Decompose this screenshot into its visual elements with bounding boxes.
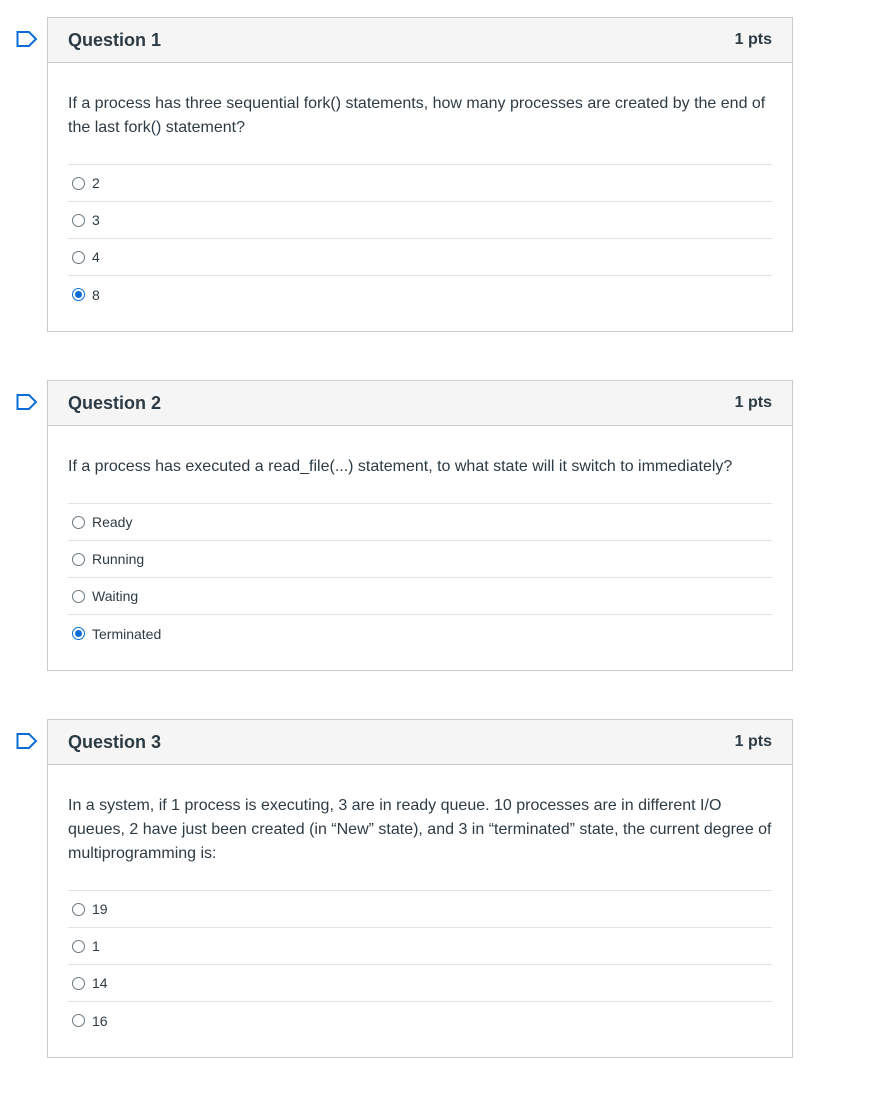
answer-label: 16 — [92, 1012, 108, 1029]
answer-option[interactable] — [68, 578, 772, 615]
answer-option[interactable] — [68, 239, 772, 276]
answer-label: 19 — [92, 901, 108, 917]
question-header — [48, 381, 792, 426]
radio-button[interactable] — [72, 903, 85, 916]
question-card — [47, 17, 793, 332]
radio-button[interactable] — [72, 1014, 85, 1027]
flag-icon[interactable] — [16, 30, 38, 48]
answer-option[interactable] — [68, 504, 772, 541]
question-text: If a process has three sequential fork() statements, how many processes are created by the end of the last fork() statement? — [68, 95, 766, 136]
answer-label: 8 — [92, 286, 100, 303]
answer-option[interactable] — [68, 615, 772, 652]
radio-button[interactable] — [72, 251, 85, 264]
answer-option[interactable] — [68, 276, 772, 313]
answer-label: 3 — [92, 212, 100, 228]
question-card — [47, 380, 793, 671]
radio-button-selected[interactable] — [72, 288, 85, 301]
answer-option[interactable] — [68, 891, 772, 928]
answer-option[interactable] — [68, 202, 772, 239]
answer-option[interactable] — [68, 541, 772, 578]
answer-label: Terminated — [92, 625, 162, 642]
answer-label: Waiting — [92, 588, 139, 604]
radio-button[interactable] — [72, 590, 85, 603]
answer-list — [68, 890, 772, 1039]
answer-list — [68, 164, 772, 313]
answer-label: 14 — [92, 975, 108, 991]
radio-button[interactable] — [72, 553, 85, 566]
question-title: Question 1 — [68, 29, 162, 50]
answer-option[interactable] — [68, 1002, 772, 1039]
question-points: 1 pts — [734, 733, 772, 750]
radio-button-selected[interactable] — [72, 627, 85, 640]
radio-button[interactable] — [72, 516, 85, 529]
flag-icon[interactable] — [16, 393, 38, 411]
question-points: 1 pts — [734, 394, 772, 411]
answer-label: Running — [92, 551, 145, 567]
question-points: 1 pts — [734, 31, 772, 48]
radio-button[interactable] — [72, 940, 85, 953]
answer-option[interactable] — [68, 165, 772, 202]
question-card — [47, 719, 793, 1058]
radio-button[interactable] — [72, 214, 85, 227]
answer-label: 2 — [92, 175, 100, 191]
radio-button[interactable] — [72, 177, 85, 190]
question-title: Question 3 — [68, 731, 162, 752]
answer-list — [68, 503, 772, 652]
question-title: Question 2 — [68, 392, 162, 413]
question-2 — [47, 380, 793, 671]
question-body — [48, 426, 792, 670]
radio-button[interactable] — [72, 977, 85, 990]
question-text: If a process has executed a read_file(...) statement, to what state will it switch to immediately? — [68, 458, 733, 475]
question-header — [48, 720, 792, 765]
question-header — [48, 18, 792, 63]
answer-label: 4 — [92, 249, 100, 265]
answer-label: 1 — [92, 938, 100, 954]
question-3 — [47, 719, 793, 1058]
question-body — [48, 765, 792, 1057]
question-body — [48, 63, 792, 331]
answer-option[interactable] — [68, 928, 772, 965]
question-1 — [47, 17, 793, 332]
answer-option[interactable] — [68, 965, 772, 1002]
flag-icon[interactable] — [16, 732, 38, 750]
answer-label: Ready — [92, 514, 133, 530]
question-text: In a system, if 1 process is executing, 3 are in ready queue. 10 processes are in different I/O queues, 2 have just been created (in “New” state), and 3 in “terminated” state, the current degree of multiprogramming is: — [68, 797, 772, 862]
